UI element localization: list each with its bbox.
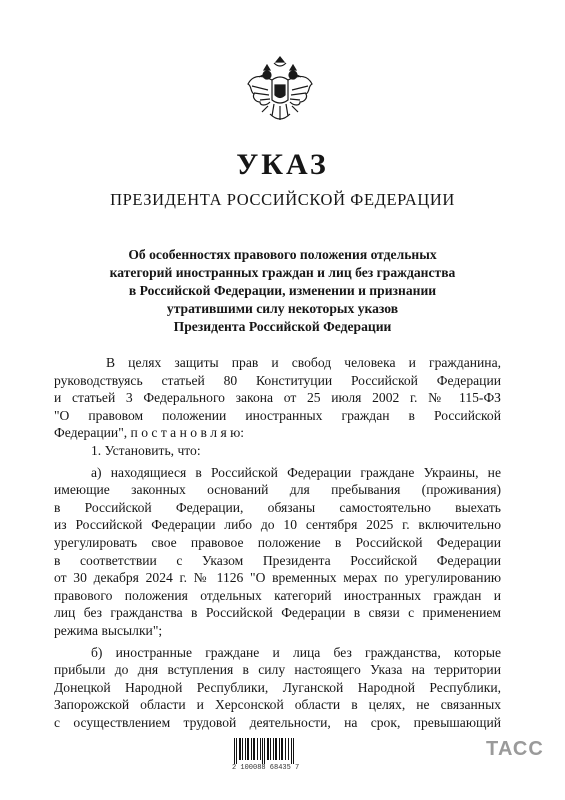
body-line: 1. Установить, что: (91, 442, 201, 458)
heading-line: утратившими силу некоторых указов (166, 301, 399, 316)
heading-line: в Российской Федерации, изменении и признании (128, 283, 437, 298)
body-line: от 30 декабря 2024 г. № 1126 "О временных мерах по урегулированию (54, 570, 501, 586)
body-line: прибыли до дня вступления в силу настоящего Указа на территории (54, 662, 501, 678)
body-line: в Российской Федерации, обязаны самостоятельно выехать (54, 499, 501, 515)
body-line: Федерации", п о с т а н о в л я ю: (54, 425, 245, 441)
body-line: Донецкой Народной Республики, Луганской Народной Республики, (54, 679, 501, 695)
body-line: режима высылки"; (54, 622, 163, 638)
heading-line: Президента Российской Федерации (173, 319, 392, 334)
decree-body (54, 354, 501, 731)
document-title: УКАЗ (236, 148, 329, 181)
body-line: "О правовом положении иностранных граждан в Российской (54, 407, 501, 423)
barcode-number: 2 100088 68435 7 (232, 764, 300, 772)
coat-of-arms-icon (246, 56, 314, 128)
body-line: с осуществлением трудовой деятельности, на срок, превышающий (54, 714, 501, 730)
body-line: В целях защиты прав и свобод человека и гражданина, (106, 355, 501, 370)
body-line: в соответствии с Указом Президента Российской Федерации (54, 552, 501, 568)
body-line: имеющие законных оснований для пребывания (проживания) (54, 482, 501, 498)
decree-heading (60, 246, 505, 336)
document-subtitle: ПРЕЗИДЕНТА РОССИЙСКОЙ ФЕДЕРАЦИИ (110, 190, 455, 209)
body-line: руководствуясь статьей 80 Конституции Российской Федерации (54, 372, 501, 388)
body-line: урегулировать свое правовое положение в Российской Федерации (54, 534, 501, 550)
body-line: Запорожской области и Херсонской области в целях, не связанных (54, 697, 501, 713)
body-line: а) находящиеся в Российской Федерации граждане Украины, не (91, 464, 501, 480)
body-line: и статьей 3 Федерального закона от 25 июля 2002 г. № 115-ФЗ (54, 390, 501, 406)
tass-watermark: ТАСС (486, 738, 544, 760)
body-line: лиц без гражданства в Российской Федерации в связи с применением (54, 605, 501, 621)
body-line: б) иностранные граждане и лица без гражданства, которые (91, 644, 501, 660)
barcode-icon (234, 738, 294, 764)
body-line: из Российской Федерации либо до 10 сентября 2025 г. включительно (54, 517, 501, 533)
body-line: правового положения отдельных категорий иностранных граждан и (54, 587, 501, 603)
heading-line: Об особенностях правового положения отдельных (128, 247, 437, 262)
heading-line: категорий иностранных граждан и лиц без гражданства (109, 265, 456, 280)
